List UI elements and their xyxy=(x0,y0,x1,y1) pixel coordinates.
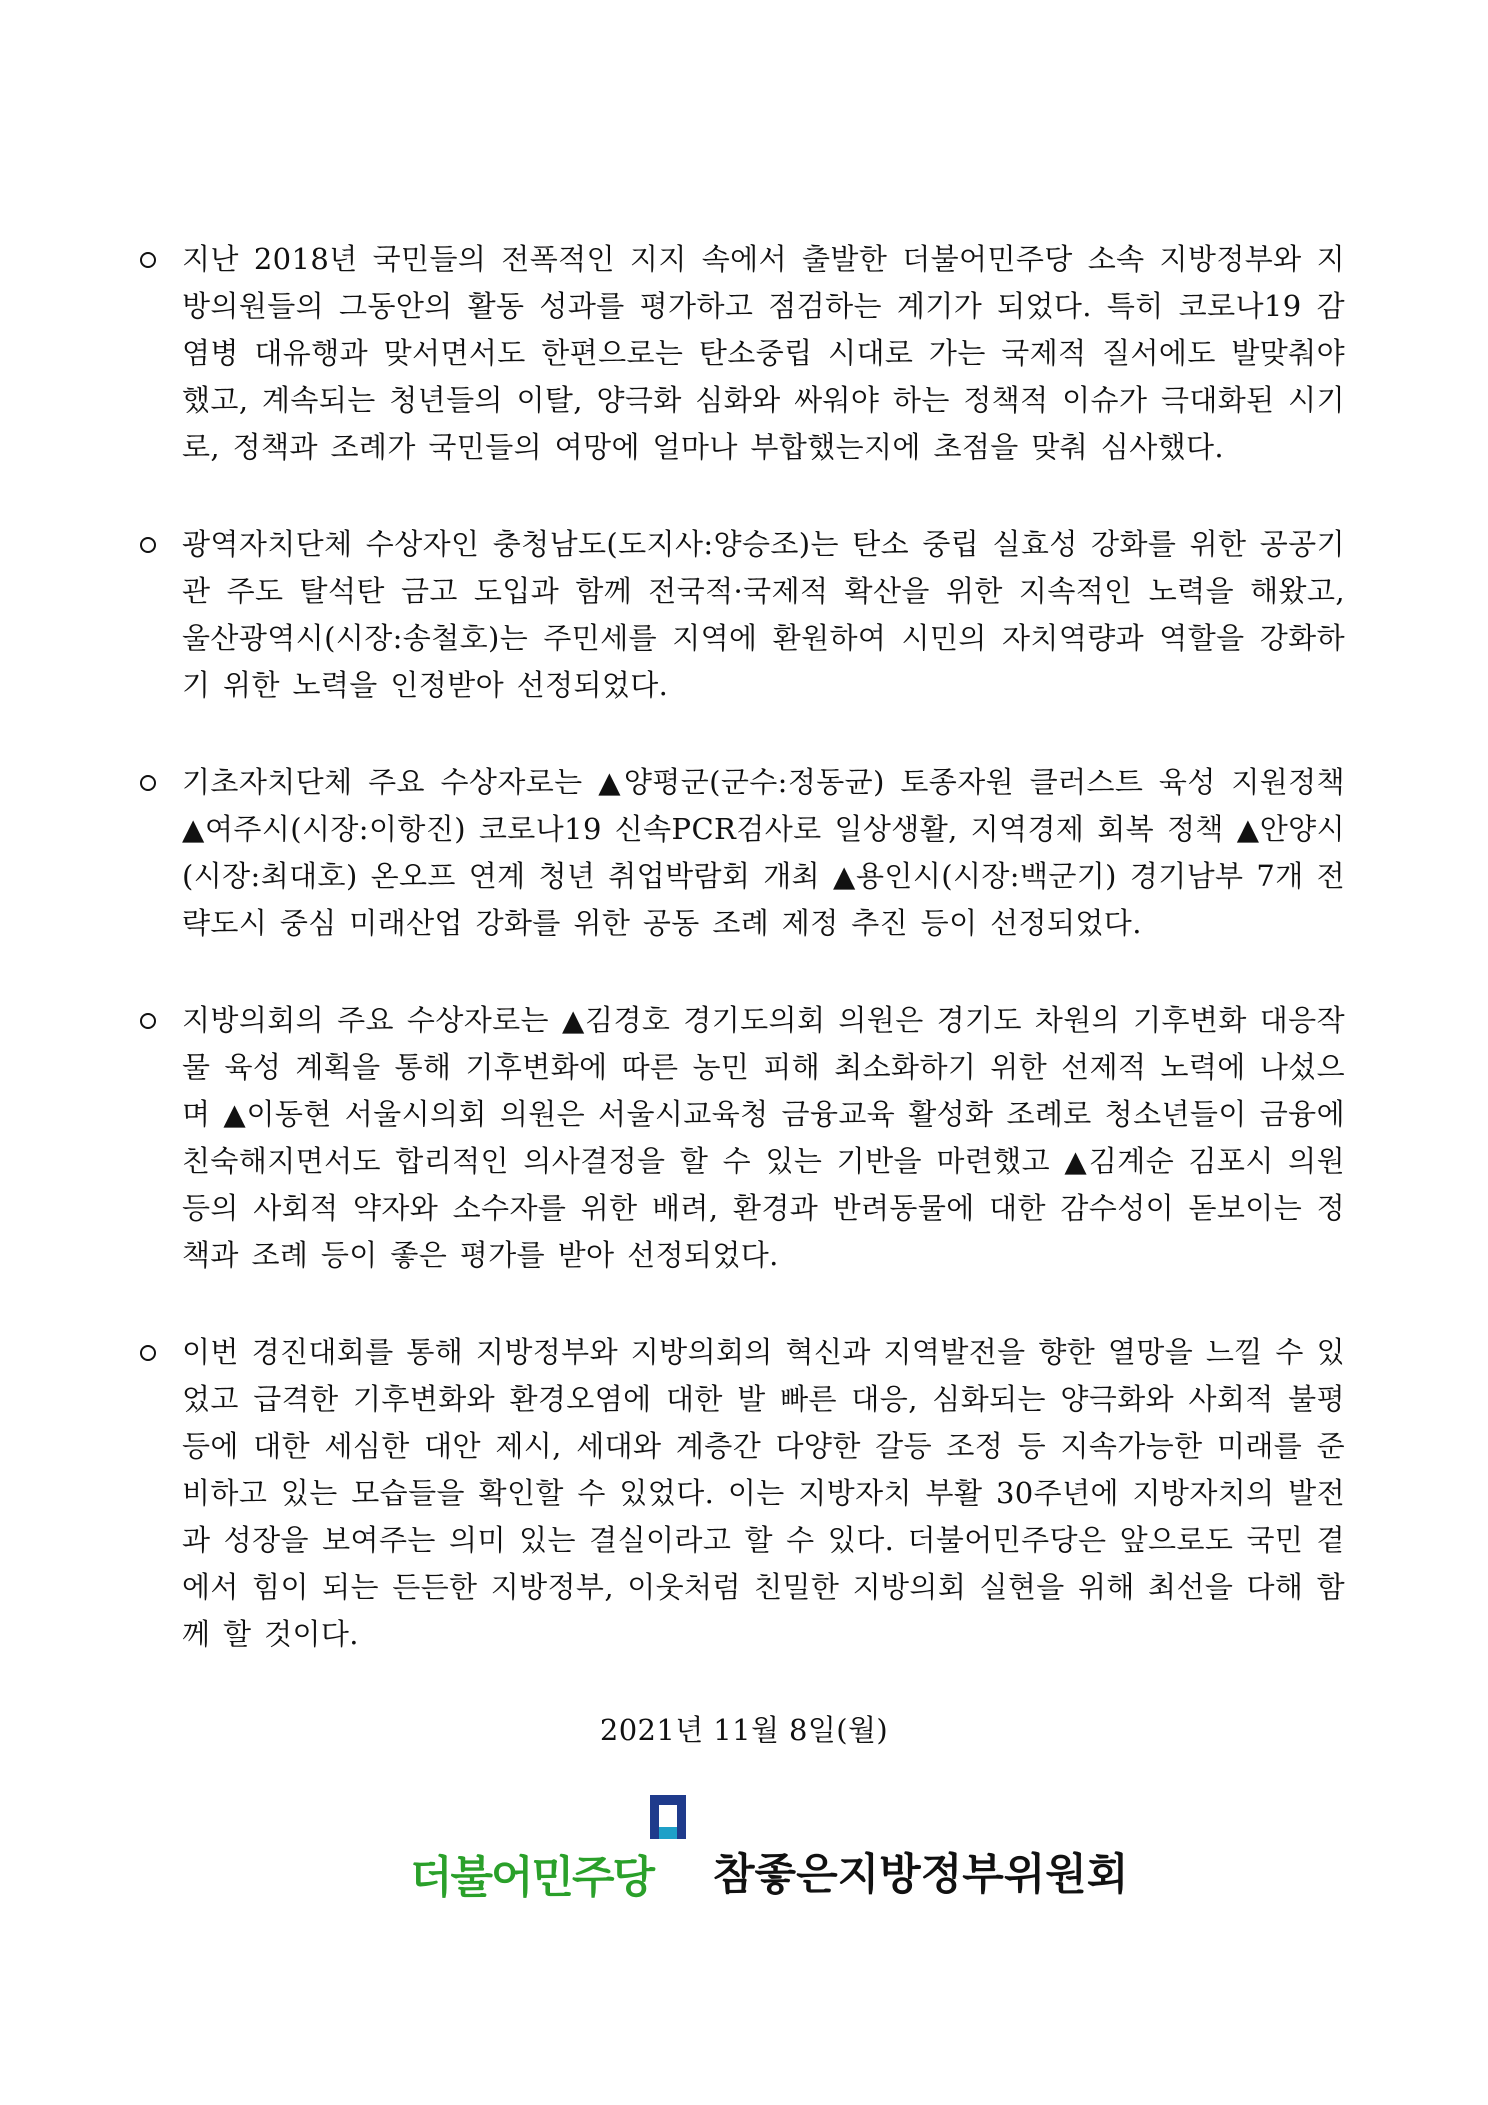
document-body xyxy=(140,236,1345,1708)
paragraph xyxy=(140,521,1345,709)
paragraph xyxy=(140,997,1345,1279)
circle-bullet-icon xyxy=(140,1329,182,1376)
circle-bullet-icon xyxy=(140,997,182,1044)
document-date: 2021년 11월 8일(월) xyxy=(599,1713,889,1747)
party-logo-text: 더불어민주당 xyxy=(410,1852,654,1903)
paragraph xyxy=(140,759,1345,947)
circle-bullet-icon xyxy=(140,521,182,568)
party-logo-mark-icon xyxy=(650,1795,686,1839)
paragraph-text: 이번 경진대회를 통해 지방정부와 지방의회의 혁신과 지역발전을 향한 열망을 느낄 수 있었고 급격한 기후변화와 환경오염에 대한 발 빠른 대응, 심화되는 양극화와 사회적 불평등에 대한 세심한 대안 제시, 세대와 계층간 다양한 갈등 조정 등 지속가능한 미래를 준비하고 있는 모습들을 확인할 수 있었다. 이는 지방자치 부활 30주년에 지방자치의 발전과 성장을 보여주는 의미 있는 결실이라고 할 수 있다. 더불어민주당은 앞으로도 국민 곁에서 힘이 되는 든든한 지방정부, 이웃처럼 친밀한 지방의회 실현을 위해 최선을 다해 함께 할 것이다. xyxy=(182,1335,1345,1651)
paragraph-text: 지방의회의 주요 수상자로는 ▲김경호 경기도의회 의원은 경기도 차원의 기후변화 대응작물 육성 계획을 통해 기후변화에 따른 농민 피해 최소화하기 위한 선제적 노력에 나섰으며 ▲이동현 서울시의회 의원은 서울시교육청 금융교육 활성화 조례로 청소년들이 금융에 친숙해지면서도 합리적인 의사결정을 할 수 있는 기반을 마련했고 ▲김계순 김포시 의원 등의 사회적 약자와 소수자를 위한 배려, 환경과 반려동물에 대한 감수성이 돋보이는 정책과 조례 등이 좋은 평가를 받아 선정되었다. xyxy=(182,1003,1345,1272)
paragraph xyxy=(140,1329,1345,1658)
circle-bullet-icon xyxy=(140,236,182,283)
paragraph-text: 기초자치단체 주요 수상자로는 ▲양평군(군수:정동균) 토종자원 클러스트 육성 지원정책 ▲여주시(시장:이항진) 코로나19 신속PCR검사로 일상생활, 지역경제 회복 정책 ▲안양시(시장:최대호) 온오프 연계 청년 취업박람회 개최 ▲용인시(시장:백군기) 경기남부 7개 전략도시 중심 미래산업 강화를 위한 공동 조례 제정 추진 등이 선정되었다. xyxy=(182,765,1345,940)
party-logo xyxy=(410,1795,680,1905)
committee-name: 참좋은지방정부위원회 xyxy=(713,1850,1129,1900)
footer-signature xyxy=(410,1795,1170,1905)
paragraph-text: 광역자치단체 수상자인 충청남도(도지사:양승조)는 탄소 중립 실효성 강화를 위한 공공기관 주도 탈석탄 금고 도입과 함께 전국적·국제적 확산을 위한 지속적인 노력을 해왔고, 울산광역시(시장:송철호)는 주민세를 지역에 환원하여 시민의 자치역량과 역할을 강화하기 위한 노력을 인정받아 선정되었다. xyxy=(182,527,1345,702)
circle-bullet-icon xyxy=(140,759,182,806)
paragraph-text: 지난 2018년 국민들의 전폭적인 지지 속에서 출발한 더불어민주당 소속 지방정부와 지방의원들의 그동안의 활동 성과를 평가하고 점검하는 계기가 되었다. 특히 코로나19 감염병 대유행과 맞서면서도 한편으로는 탄소중립 시대로 가는 국제적 질서에도 발맞춰야 했고, 계속되는 청년들의 이탈, 양극화 심화와 싸워야 하는 정책적 이슈가 극대화된 시기로, 정책과 조례가 국민들의 여망에 얼마나 부합했는지에 초점을 맞춰 심사했다. xyxy=(182,242,1345,464)
paragraph xyxy=(140,236,1345,471)
